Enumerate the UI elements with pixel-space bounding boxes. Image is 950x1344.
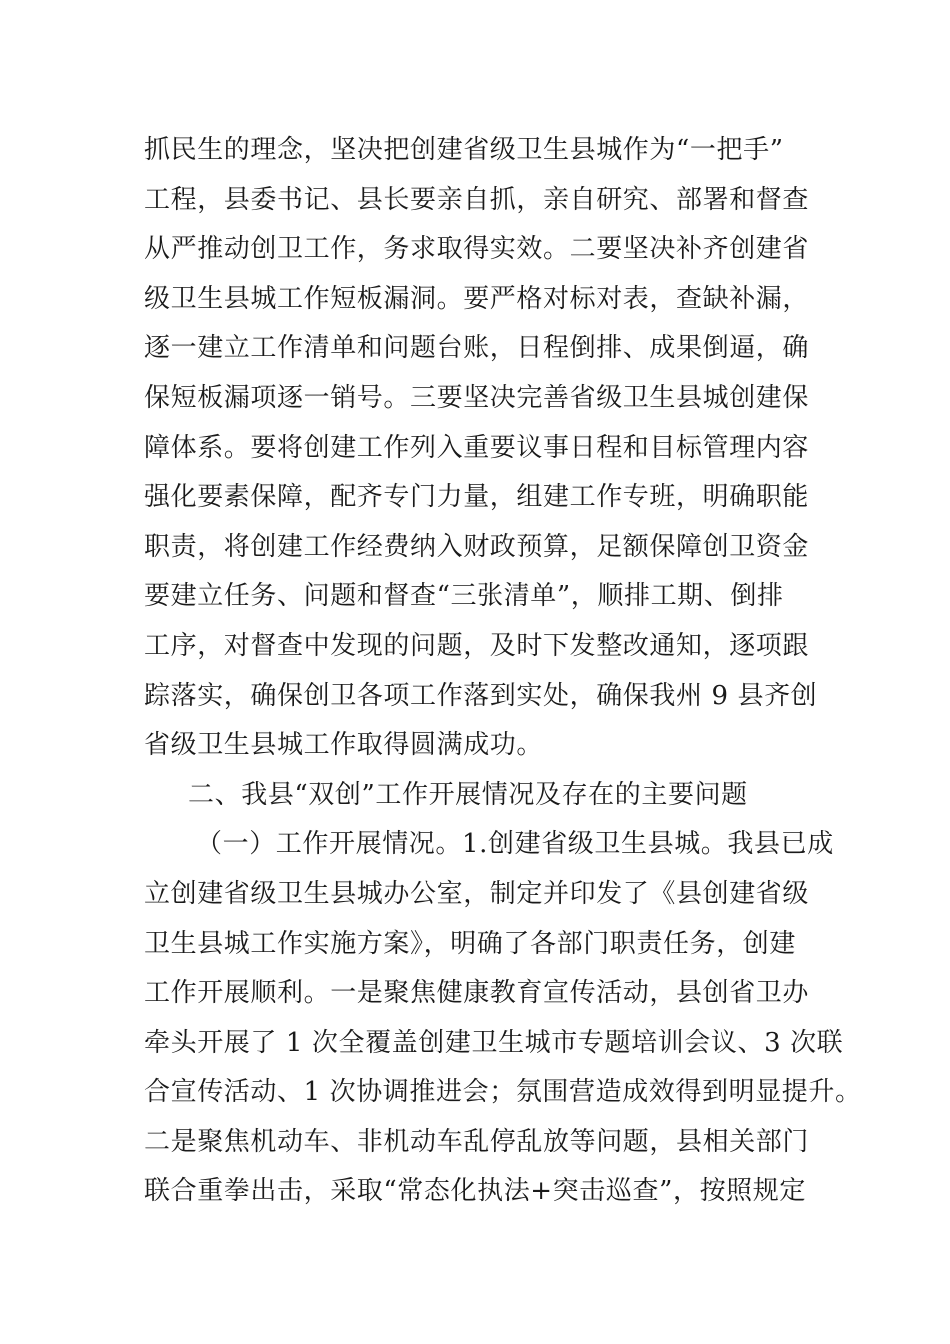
text-line: 职责，将创建工作经费纳入财政预算，足额保障创卫资金 xyxy=(144,531,810,562)
text-line: 工程，县委书记、县长要亲自抓，亲自研究、部署和督查 xyxy=(144,184,810,215)
text-line: 牵头开展了 1 次全覆盖创建卫生城市专题培训会议、3 次联 xyxy=(144,1027,844,1058)
text-line: 强化要素保障，配齐专门力量，组建工作专班，明确职能 xyxy=(144,482,810,513)
text-line: 合宣传活动、1 次协调推进会；氛围营造成效得到明显提升。 xyxy=(144,1077,862,1108)
body-text xyxy=(144,126,862,1217)
text-line: 省级卫生县城工作取得圆满成功。 xyxy=(144,730,544,761)
text-line: 工序，对督查中发现的问题，及时下发整改通知，逐项跟 xyxy=(144,630,810,661)
text-line: 逐一建立工作清单和问题台账，日程倒排、成果倒逼，确 xyxy=(144,333,810,364)
text-line: 要建立任务、问题和督查“三张清单”，顺排工期、倒排 xyxy=(144,581,784,612)
text-line: 卫生县城工作实施方案》，明确了各部门职责任务，创建 xyxy=(144,928,797,959)
text-line: 从严推动创卫工作，务求取得实效。二要坚决补齐创建省 xyxy=(144,234,810,265)
subsection-start: （一）工作开展情况。1.创建省级卫生县城。我县已成 xyxy=(196,829,834,860)
text-line: 障体系。要将创建工作列入重要议事日程和目标管理内容 xyxy=(144,432,810,463)
text-line: 抓民生的理念，坚决把创建省级卫生县城作为“一把手” xyxy=(144,135,784,165)
text-line: 保短板漏项逐一销号。三要坚决完善省级卫生县城创建保 xyxy=(144,382,810,413)
text-line: 工作开展顺利。一是聚焦健康教育宣传活动，县创省卫办 xyxy=(144,978,810,1009)
text-line: 联合重拳出击，采取“常态化执法+突击巡查”，按照规定 xyxy=(144,1176,806,1207)
text-line: 级卫生县城工作短板漏洞。要严格对标对表，查缺补漏， xyxy=(144,283,810,314)
text-line: 踪落实，确保创卫各项工作落到实处，确保我州 9 县齐创 xyxy=(144,680,818,711)
section-heading: 二、我县“双创”工作开展情况及存在的主要问题 xyxy=(188,779,748,810)
text-line: 立创建省级卫生县城办公室，制定并印发了《县创建省级 xyxy=(144,878,810,909)
text-line: 二是聚焦机动车、非机动车乱停乱放等问题，县相关部门 xyxy=(144,1126,810,1157)
